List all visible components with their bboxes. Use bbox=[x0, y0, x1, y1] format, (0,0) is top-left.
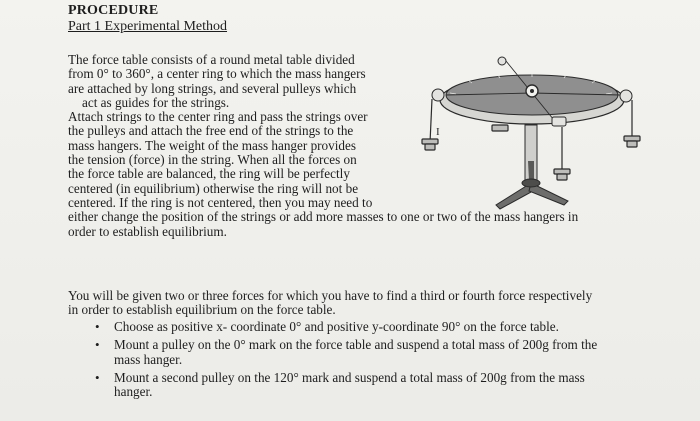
text-line: Attach strings to the center ring and pass the strings over bbox=[68, 109, 368, 125]
bullet-icon: • bbox=[95, 319, 100, 334]
text-line: You will be given two or three forces for which you have to find a third or fourth force respectively bbox=[68, 288, 593, 303]
list-item bbox=[68, 320, 597, 334]
text-line: centered. If the ring is not centered, then you may need to bbox=[68, 194, 373, 210]
text-line: Choose as positive x- coordinate 0° and positive y-coordinate 90° on the force table. bbox=[114, 319, 559, 334]
stand-icon bbox=[496, 125, 568, 209]
text-line: hanger. bbox=[114, 384, 153, 400]
part-subheading: Part 1 Experimental Method bbox=[68, 19, 228, 34]
text-line: centered (in equilibrium) otherwise the ring will not be bbox=[68, 180, 359, 196]
text-line: are attached by long strings, and several pulleys which bbox=[68, 80, 357, 96]
text-line: Mount a second pulley on the 120° mark and suspend a total mass of 200g from the mass bbox=[114, 369, 585, 385]
text-line: the tension (force) in the string. When all the forces on bbox=[68, 152, 357, 168]
text-line: in order to establish equilibrium on the force table. bbox=[68, 302, 336, 318]
text-line: act as guides for the strings. bbox=[82, 94, 230, 110]
list-item bbox=[68, 371, 597, 400]
text-line: the force table are balanced, the ring will be perfectly bbox=[68, 166, 350, 182]
text-line: the pulleys and attach the free end of the strings to the bbox=[68, 123, 354, 139]
list-item bbox=[68, 338, 597, 367]
force-table-illustration bbox=[408, 55, 670, 225]
section-heading: PROCEDURE bbox=[68, 3, 159, 18]
text-line: mass hangers. The weight of the mass hanger provides bbox=[68, 137, 356, 153]
procedure-steps bbox=[68, 320, 597, 399]
instructions-intro bbox=[68, 289, 592, 318]
text-line: either change the position of the strings or add more masses to one or two of the mass hangers in bbox=[68, 209, 579, 225]
text-line: The force table consists of a round metal table divided bbox=[68, 52, 355, 67]
text-line: mass hanger. bbox=[114, 351, 183, 367]
text-line: Mount a pulley on the 0° mark on the force table and suspend a total mass of 200g from the bbox=[114, 337, 598, 353]
bullet-icon: • bbox=[95, 337, 100, 353]
text-line: order to establish equilibrium. bbox=[68, 223, 227, 239]
figure-label: I bbox=[436, 126, 440, 138]
bullet-icon: • bbox=[95, 369, 100, 385]
text-line: from 0° to 360°, a center ring to which the mass hangers bbox=[68, 66, 366, 82]
